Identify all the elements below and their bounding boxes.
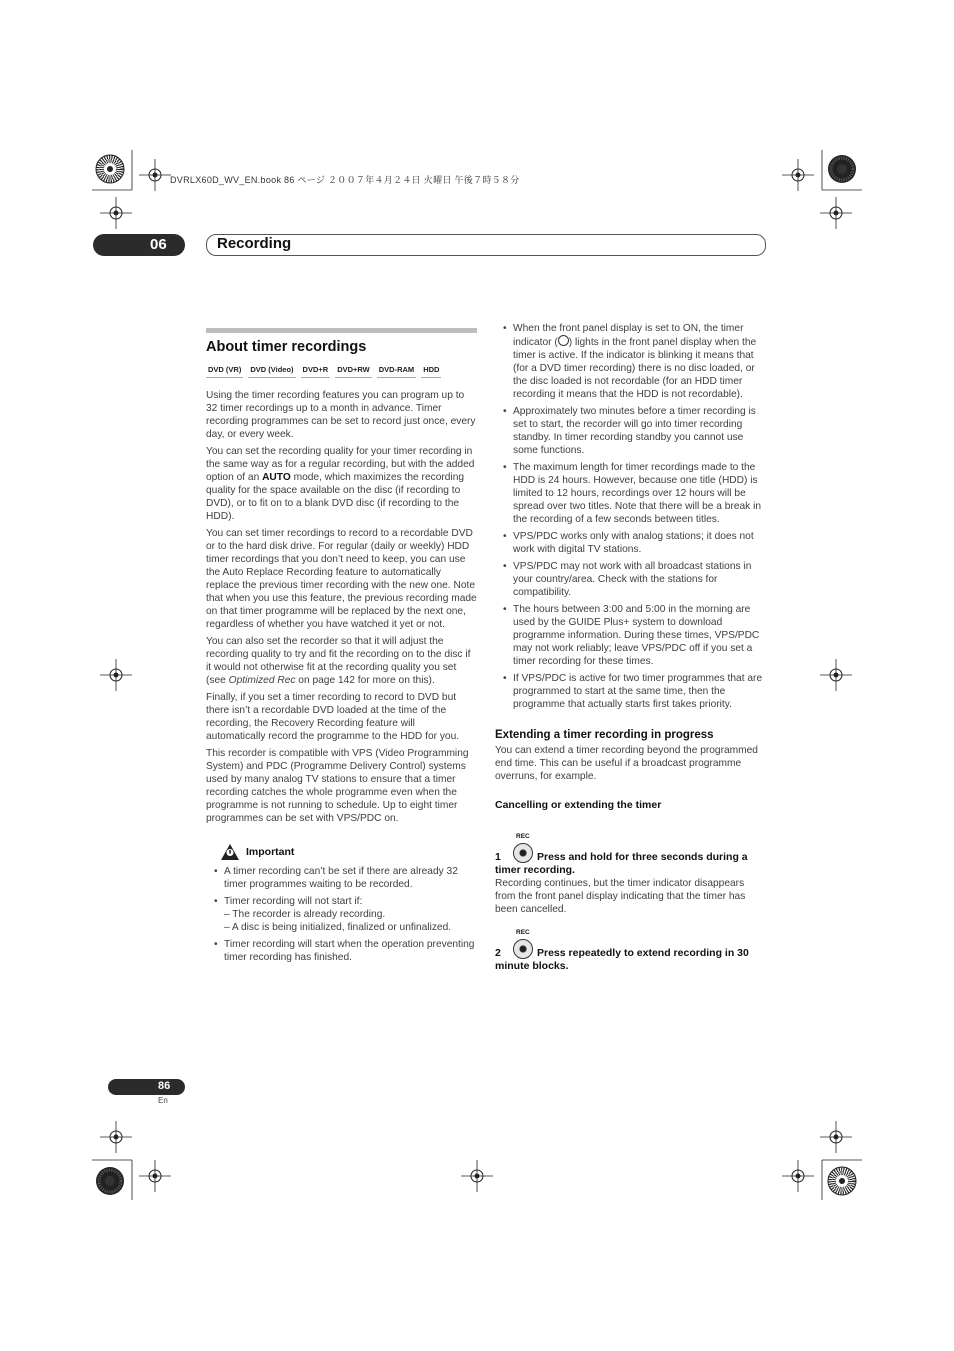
sub-item: – A disc is being initialized, finalized or unfinalized.	[224, 922, 452, 933]
page-language: En	[158, 1096, 168, 1105]
disc-badge: DVD+RW	[335, 362, 372, 378]
list-item: • The maximum length for timer recordings made to the HDD is 24 hours. However, because one title (HDD) is limited to 12 hours, recordings over 12 hours will be spread over two titles. Note that there will be a break in the recording of a few seconds between titles.	[495, 461, 765, 526]
right-column	[495, 322, 765, 973]
list-item: • VPS/PDC works only with analog stations; it does not work with digital TV stations.	[495, 530, 765, 556]
notes-list	[495, 322, 765, 711]
page-number: 86	[158, 1080, 171, 1092]
list-item: • The hours between 3:00 and 5:00 in the morning are used by the GUIDE Plus+ system to download programme information. During these times, VPS/PDC may not work reliably; leave VPS/PDC off if you set a timer recording for these times.	[495, 603, 765, 668]
disc-badge: DVD-RAM	[377, 362, 416, 378]
paragraph: You can set the recording quality for your timer recording in the same way as for a regular recording, but with the added option of an AUTO mode, which maximizes the recording quality for the space available on the disc (if recording to DVD), or to fit on to a blank DVD disc (if recording to the HDD).	[206, 446, 475, 522]
important-label: Important	[246, 845, 295, 858]
important-header	[206, 843, 477, 861]
subsection-title: Extending a timer recording in progress	[495, 729, 714, 741]
list-item: • A timer recording can’t be set if there are already 32 timer programmes waiting to be recorded.	[206, 865, 477, 891]
timer-icon	[558, 335, 569, 346]
list-item: • Approximately two minutes before a timer recording is set to start, the recorder will go into timer recording standby. In timer recording standby you cannot use some functions.	[495, 405, 765, 457]
paragraph: You can extend a timer recording beyond the programmed end time. This can be useful if a broadcast programme overruns, for example.	[495, 745, 758, 782]
file-header: DVRLX60D_WV_EN.book 86 ページ ２００７年４月２４日 火曜日 午後７時５８分	[170, 175, 520, 185]
step-body: Recording continues, but the timer indicator disappears from the front panel display indicating that the timer has been cancelled.	[495, 878, 746, 915]
paragraph: You can also set the recorder so that it will adjust the recording quality to try and fit the recording on to the disc if it would not otherwise fit at the recording quality you set (see Optimized Rec on page 142 for more on this).	[206, 636, 471, 686]
list-item: • VPS/PDC may not work with all broadcast stations in your country/area. Check with the stations for compatibility.	[495, 560, 765, 599]
disc-badge: HDD	[421, 362, 441, 378]
warning-icon	[220, 843, 240, 861]
disc-badge: DVD+R	[301, 362, 331, 378]
important-list	[206, 865, 477, 964]
rec-label: REC	[516, 929, 530, 936]
chapter-title: Recording	[217, 235, 292, 252]
auto-mode-label: AUTO	[262, 472, 291, 483]
subsubsection-title: Cancelling or extending the timer	[495, 799, 662, 811]
paragraph: This recorder is compatible with VPS (Video Programming System) and PDC (Programme Delivery Control) systems used by many analog TV stations to ensure that a timer recording catches the whole programme even when the programme is not running to schedule. Up to eight timer programmes can be set with VPS/PDC on.	[206, 748, 469, 824]
disc-badge: DVD (Video)	[248, 362, 295, 378]
section-rule	[206, 328, 477, 333]
section-title: About timer recordings	[206, 339, 367, 355]
disc-badge: DVD (VR)	[206, 362, 243, 378]
list-item: • If VPS/PDC is active for two timer programmes that are programmed to start at the same time, then the programme that actually starts first takes priority.	[495, 672, 765, 711]
step-instruction: 2 Press repeatedly to extend recording in 30 minute blocks.	[495, 947, 749, 972]
chapter-number: 06	[150, 236, 167, 253]
paragraph: Finally, if you set a timer recording to record to DVD but there isn’t a recordable DVD loaded at the time of the recording, the Recovery Recording feature will automatically record the programme to the HDD for you.	[206, 692, 460, 742]
paragraph: You can set timer recordings to record to a recordable DVD or to the hard disk drive. For regular (daily or weekly) HDD timer recordings that you don’t need to keep, you can use the Auto Replace Recording feature to automatically replace the previous timer recording with the new one. Note that when you use this feature, the previous recording made on that timer programme will be replaced by the next one, regardless of whether you have watched it yet or not.	[206, 528, 477, 630]
step-instruction: 1 Press and hold for three seconds during a timer recording.	[495, 851, 748, 876]
list-item: • Timer recording will not start if: – The recorder is already recording. – A disc is being initialized, finalized or unfinalized.	[206, 895, 477, 934]
step-2	[495, 926, 765, 973]
page-number-pill	[108, 1079, 185, 1095]
list-item: • When the front panel display is set to ON, the timer indicator ( ) lights in the front panel display when the timer is active. If the indicator is blinking it means that (for a DVD timer recording) there is no disc loaded, or the disc loaded is not recordable (for an HDD timer recording it means that the HDD is not recordable).	[495, 322, 765, 401]
chapter-pill	[93, 234, 185, 256]
sub-item: – The recorder is already recording.	[224, 909, 386, 920]
paragraph: Using the timer recording features you can program up to 32 timer recordings up to a month in advance. Timer recording programmes can be set to record just once, every day, or every week.	[206, 390, 476, 440]
cross-reference: Optimized Rec	[228, 675, 296, 686]
disc-type-row	[206, 362, 477, 378]
left-column	[206, 328, 477, 968]
list-item: • Timer recording will start when the operation preventing timer recording has finished.	[206, 938, 477, 964]
step-1	[495, 830, 765, 916]
rec-label: REC	[516, 833, 530, 840]
